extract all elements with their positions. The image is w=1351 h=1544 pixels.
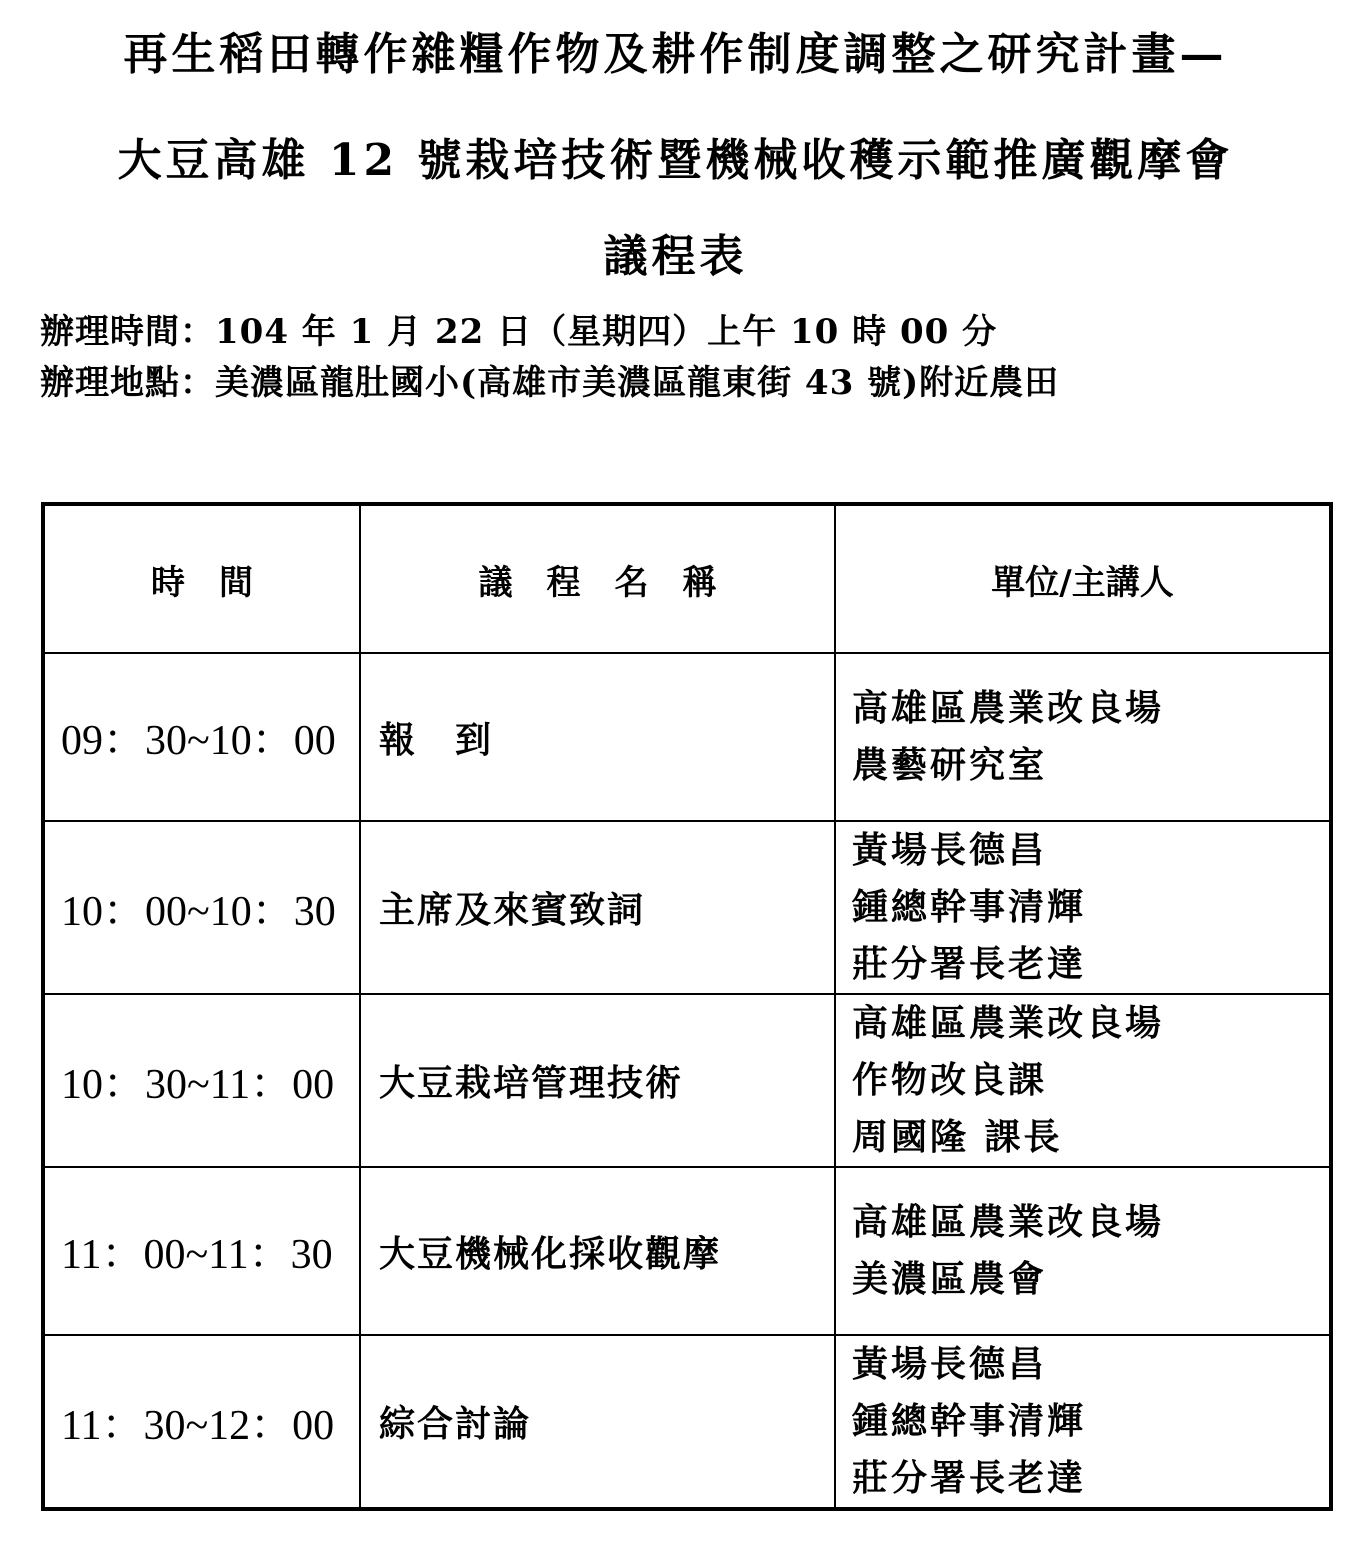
header-time: 時 間 bbox=[43, 504, 360, 653]
unit-line: 作物改良課 bbox=[852, 1059, 1048, 1101]
row-time: 10：00~10：30 bbox=[43, 821, 360, 994]
event-time bbox=[40, 304, 997, 353]
unit-line: 黃場長德昌 bbox=[852, 1343, 1048, 1385]
table-row bbox=[43, 821, 1331, 994]
row-time: 09：30~10：00 bbox=[43, 653, 360, 821]
table-row bbox=[43, 1335, 1331, 1509]
row-time: 11：30~12：00 bbox=[43, 1335, 360, 1509]
unit-line: 周國隆 課長 bbox=[852, 1116, 1063, 1158]
table-header-row bbox=[43, 504, 1331, 653]
unit-line: 莊分署長老達 bbox=[852, 943, 1087, 985]
row-unit bbox=[835, 821, 1331, 994]
row-time: 10：30~11：00 bbox=[43, 994, 360, 1167]
unit-line: 莊分署長老達 bbox=[852, 1457, 1087, 1499]
event-time-value: 104 年 1 月 22 日（星期四）上午 10 時 00 分 bbox=[215, 312, 998, 352]
row-unit bbox=[835, 1335, 1331, 1509]
unit-line: 高雄區農業改良場 bbox=[852, 687, 1165, 729]
row-unit bbox=[835, 1167, 1331, 1335]
header-unit-speaker: 單位/主講人 bbox=[835, 504, 1331, 653]
table-row bbox=[43, 653, 1331, 821]
row-time: 11：00~11：30 bbox=[43, 1167, 360, 1335]
event-location-value: 美濃區龍肚國小(高雄市美濃區龍東街 43 號)附近農田 bbox=[215, 363, 1060, 403]
header-agenda-item: 議 程 名 稱 bbox=[360, 504, 835, 653]
row-item: 報 到 bbox=[360, 653, 835, 821]
event-location bbox=[40, 355, 1059, 404]
row-item: 大豆機械化採收觀摩 bbox=[360, 1167, 835, 1335]
row-unit bbox=[835, 994, 1331, 1167]
row-unit bbox=[835, 653, 1331, 821]
unit-line: 鍾總幹事清輝 bbox=[852, 886, 1087, 928]
title-line-2: 大豆高雄 12 號栽培技術暨機械收穫示範推廣觀摩會 bbox=[117, 135, 1234, 186]
row-item: 綜合討論 bbox=[360, 1335, 835, 1509]
row-item: 大豆栽培管理技術 bbox=[360, 994, 835, 1167]
title-line-1: 再生稻田轉作雜糧作物及耕作制度調整之研究計畫— bbox=[123, 29, 1228, 80]
unit-line: 高雄區農業改良場 bbox=[852, 1002, 1165, 1044]
unit-line: 美濃區農會 bbox=[852, 1258, 1048, 1300]
event-time-label: 辦理時間： bbox=[40, 312, 215, 352]
event-location-label: 辦理地點： bbox=[40, 363, 215, 403]
table-row bbox=[43, 994, 1331, 1167]
unit-line: 農藝研究室 bbox=[852, 744, 1048, 786]
table-row bbox=[43, 1167, 1331, 1335]
agenda-table bbox=[41, 502, 1333, 1511]
row-item: 主席及來賓致詞 bbox=[360, 821, 835, 994]
title-line-3: 議程表 bbox=[603, 231, 748, 282]
unit-line: 鍾總幹事清輝 bbox=[852, 1400, 1087, 1442]
unit-line: 黃場長德昌 bbox=[852, 829, 1048, 871]
unit-line: 高雄區農業改良場 bbox=[852, 1201, 1165, 1243]
